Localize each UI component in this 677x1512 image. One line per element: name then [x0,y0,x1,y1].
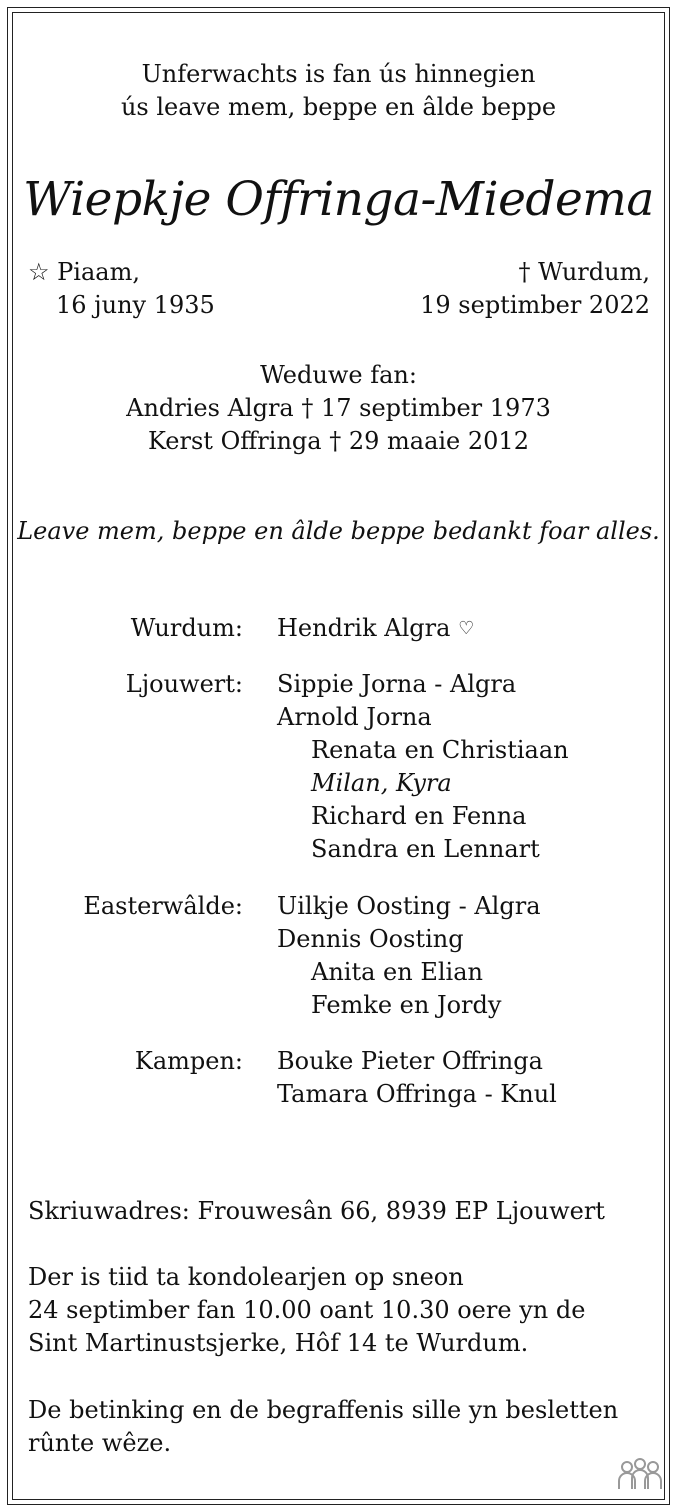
birth-place: Piaam, [57,258,140,286]
member-name: Hendrik Algra [277,614,451,642]
member-name: Milan, Kyra [311,769,452,797]
family-place: Kampen: [134,1047,243,1075]
condolence-line: 24 septimber fan 10.00 oant 10.30 oere yn de [28,1296,586,1324]
motto: Leave mem, beppe en âlde beppe bedankt foar alles. [17,517,660,545]
birth-date: 16 juny 1935 [56,291,215,319]
condolence-line: Sint Martinustsjerke, Hôf 14 te Wurdum. [28,1329,529,1357]
family-member [277,923,541,956]
funeral-line: rûnte wêze. [28,1429,172,1457]
intro-line: Unferwachts is fan ús hinnegien [141,60,536,88]
member-name: Dennis Oosting [277,925,464,953]
member-name: Tamara Offringa - Knul [277,1080,557,1108]
death-place: Wurdum, [538,258,650,286]
family-place: Wurdum: [130,614,243,642]
member-name: Renata en Christiaan [311,736,569,764]
condolence-line: Der is tiid ta kondolearjen op sneon [28,1263,464,1291]
birth-info [28,256,215,322]
member-name: Femke en Jordy [311,991,502,1019]
family-member [277,734,569,767]
family-member [277,767,569,800]
intro-text [12,58,665,124]
family-member [277,800,569,833]
family-member [277,701,569,734]
member-name: Arnold Jorna [277,703,432,731]
funeral-text [28,1394,618,1460]
member-name: Sippie Jorna - Algra [277,670,517,698]
deceased-name: Wiepkje Offringa-Miedema [23,172,654,227]
family-members [277,1045,557,1111]
heart-icon: ♡ [458,618,475,639]
family-members [277,612,474,645]
family-member [277,612,474,645]
family-members [277,668,569,866]
family-member [277,890,541,923]
death-date: 19 septimber 2022 [420,291,650,319]
condolence-text [28,1261,585,1360]
family-member [277,668,569,701]
family-member [277,833,569,866]
member-name: Sandra en Lennart [311,835,540,863]
widow-block [12,359,665,458]
family-place: Ljouwert: [125,670,243,698]
people-logo-icon [615,1455,665,1497]
family-member [277,956,541,989]
intro-line: ús leave mem, beppe en âlde beppe [120,93,557,121]
member-name: Anita en Elian [311,958,483,986]
member-name: Richard en Fenna [311,802,527,830]
cross-icon: † [518,258,531,286]
funeral-line: De betinking en de begraffenis sille yn besletten [28,1396,619,1424]
death-info [420,256,650,322]
star-icon: ☆ [28,258,50,286]
family-place: Easterwâlde: [83,892,243,920]
spouse-line: Kerst Offringa † 29 maaie 2012 [148,427,529,455]
member-name: Bouke Pieter Offringa [277,1047,543,1075]
widow-title: Weduwe fan: [260,361,417,389]
address: Skriuwadres: Frouwesân 66, 8939 EP Ljouwert [28,1197,605,1225]
family-member [277,1045,557,1078]
family-member [277,1078,557,1111]
family-members [277,890,541,1022]
spouse-line: Andries Algra † 17 septimber 1973 [126,394,551,422]
family-member [277,989,541,1022]
member-name: Uilkje Oosting - Algra [277,892,541,920]
